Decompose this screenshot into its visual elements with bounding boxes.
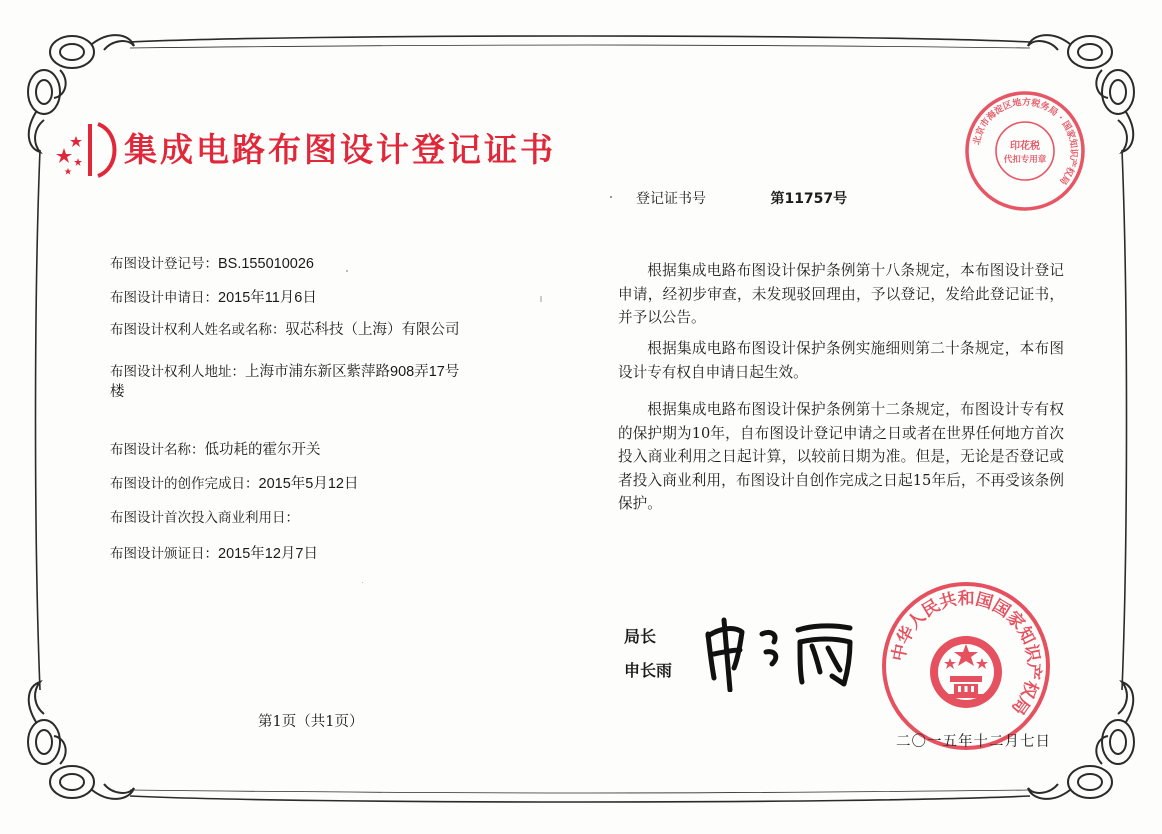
page-number: 第1页（共1页） (258, 714, 364, 730)
svg-text:中华人民共和国国家知识产权局: 中华人民共和国国家知识产权局 (888, 588, 1044, 719)
scan-speck (610, 196, 612, 198)
cnipa-logo-icon (50, 118, 122, 180)
field-owner-name (110, 320, 466, 340)
field-value: BS.155010026 (218, 256, 314, 272)
scan-speck (540, 296, 542, 302)
field-value: 低功耗的霍尔开关 (204, 442, 321, 458)
signer-title: 局长 (624, 627, 657, 646)
corner-ornament-bottom-left (28, 682, 134, 799)
field-value: 2015年12月7日 (218, 546, 318, 562)
field-design-name (110, 440, 480, 460)
legal-paragraph-3: 根据集成电路布图设计保护条例第十二条规定，布图设计专有权的保护期为10年，自布图设计登记申请之日或者在世界任何地方首次投入商业利用之日起计算，以较前日期为准。但是，无论是否登记或者投入商业利用，布图设计自创作完成之日起15年后，不再受该条例保护。 (618, 401, 1064, 512)
certificate-title: 集成电路布图设计登记证书 (124, 130, 556, 169)
field-label: 布图设计权利人姓名或名称： (110, 322, 286, 338)
scan-speck (346, 270, 348, 272)
seal-center-line-1: 印花税 (1010, 141, 1040, 152)
seal-center-line-2: 代扣专用章 (1003, 155, 1047, 165)
issue-date-chinese: 二〇一五年十二月七日 (896, 734, 1051, 750)
field-label: 布图设计权利人地址： (110, 364, 245, 380)
handwritten-signature (700, 612, 875, 692)
field-application-date (110, 288, 480, 308)
certificate-number (636, 188, 847, 208)
legal-paragraph-1: 根据集成电路布图设计保护条例第十八条规定，本布图设计登记申请，经初步审查，未发现驳回理由，予以登记，发给此登记证书，并予以公告。 (618, 262, 1064, 326)
field-owner-address (110, 362, 466, 402)
field-label: 布图设计的创作完成日： (110, 476, 259, 492)
field-creation-date (110, 474, 480, 494)
certificate-number-value: 第11757号 (770, 191, 848, 207)
field-value: 2015年5月12日 (258, 476, 359, 492)
field-value: 上海市浦东新区紫萍路908弄17号楼 (110, 364, 460, 400)
certificate-number-label: 登记证书号 (636, 191, 706, 207)
scan-speck (362, 582, 363, 583)
signer-name: 申长雨 (624, 661, 673, 680)
field-label: 布图设计申请日： (110, 290, 218, 306)
national-ip-office-seal (880, 580, 1052, 752)
svg-text:北京市海淀区地方税务局 · 国家知识产权局: 北京市海淀区地方税务局 · 国家知识产权局 (972, 97, 1079, 186)
field-label: 布图设计颁证日： (110, 546, 218, 562)
field-label: 布图设计首次投入商业利用日： (110, 510, 299, 526)
field-value: 驭芯科技（上海）有限公司 (285, 322, 460, 338)
field-label: 布图设计名称： (110, 442, 205, 458)
tax-stamp-seal (962, 88, 1088, 214)
field-label: 布图设计登记号： (110, 256, 218, 272)
field-value: 2015年11月6日 (218, 290, 317, 306)
field-first-commercial-use-date (110, 508, 480, 528)
field-registration-no (110, 254, 480, 274)
legal-paragraph-2: 根据集成电路布图设计保护条例实施细则第二十条规定，本布图设计专有权自申请日起生效。 (618, 340, 1064, 381)
field-issue-date (110, 544, 480, 564)
